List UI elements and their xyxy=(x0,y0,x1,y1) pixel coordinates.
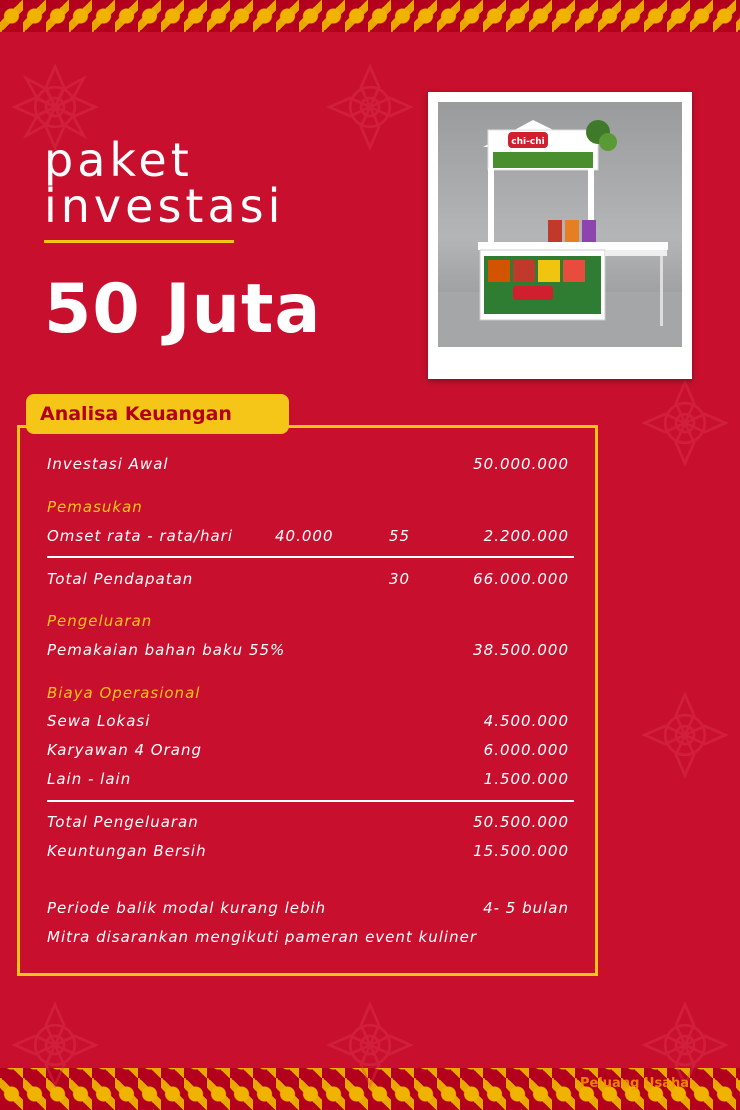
row-value: 15.500.000 xyxy=(473,842,569,860)
row-value: 4.500.000 xyxy=(483,712,569,730)
row-keuntungan-bersih xyxy=(47,842,569,864)
row-label: Lain - lain xyxy=(47,770,132,788)
investment-amount: 50 Juta xyxy=(44,270,322,349)
food-cart-illustration xyxy=(438,102,682,347)
flower-ornament-icon xyxy=(325,1000,415,1090)
row-sewa-lokasi xyxy=(47,712,569,734)
title-underline xyxy=(44,240,234,243)
heading-biaya-operasional: Biaya Operasional xyxy=(47,684,201,702)
flower-ornament-icon xyxy=(640,690,730,780)
row-label: Total Pendapatan xyxy=(47,570,194,588)
row-qty: 55 xyxy=(389,527,411,545)
row-days: 30 xyxy=(389,570,411,588)
row-omset xyxy=(47,527,569,549)
row-total-pendapatan xyxy=(47,570,569,592)
row-value: 4- 5 bulan xyxy=(483,899,569,917)
watermark-logo: Peluang Usaha xyxy=(580,1076,690,1091)
row-value: 66.000.000 xyxy=(473,570,569,588)
row-investasi-awal xyxy=(47,455,569,477)
title-paket: paket xyxy=(44,133,193,187)
row-total-pengeluaran xyxy=(47,813,569,835)
flower-ornament-icon xyxy=(325,62,415,152)
row-label: Periode balik modal kurang lebih xyxy=(47,899,327,917)
row-label: Pemakaian bahan baku 55% xyxy=(47,641,286,659)
row-periode-balik-modal xyxy=(47,899,569,921)
section-badge: Analisa Keuangan xyxy=(26,394,289,434)
flower-ornament-icon xyxy=(640,378,730,468)
row-karyawan xyxy=(47,741,569,763)
row-label: Omset rata - rata/hari xyxy=(47,527,234,545)
row-bahan-baku xyxy=(47,641,569,663)
heading-pemasukan: Pemasukan xyxy=(47,498,143,516)
row-label: Total Pengeluaran xyxy=(47,813,199,831)
row-value: 38.500.000 xyxy=(473,641,569,659)
title-investasi: investasi xyxy=(44,179,285,233)
flower-ornament-icon xyxy=(10,1000,100,1090)
divider-line xyxy=(47,800,574,802)
row-value: 50.500.000 xyxy=(473,813,569,831)
top-ornament-border xyxy=(0,0,740,32)
cart-sign-text: chi-chi xyxy=(511,137,545,147)
row-label: Investasi Awal xyxy=(47,455,169,473)
row-value: 50.000.000 xyxy=(473,455,569,473)
divider-line xyxy=(47,556,574,558)
note-mitra: Mitra disarankan mengikuti pameran event kuliner xyxy=(47,928,477,946)
row-label: Karyawan 4 Orang xyxy=(47,741,202,759)
booth-photo-image xyxy=(438,102,682,347)
row-value: 1.500.000 xyxy=(483,770,569,788)
row-value: 2.200.000 xyxy=(483,527,569,545)
heading-pengeluaran: Pengeluaran xyxy=(47,612,153,630)
row-label: Sewa Lokasi xyxy=(47,712,151,730)
row-lain-lain xyxy=(47,770,569,792)
booth-photo xyxy=(428,92,692,379)
row-value: 6.000.000 xyxy=(483,741,569,759)
row-price: 40.000 xyxy=(275,527,334,545)
row-label: Keuntungan Bersih xyxy=(47,842,207,860)
